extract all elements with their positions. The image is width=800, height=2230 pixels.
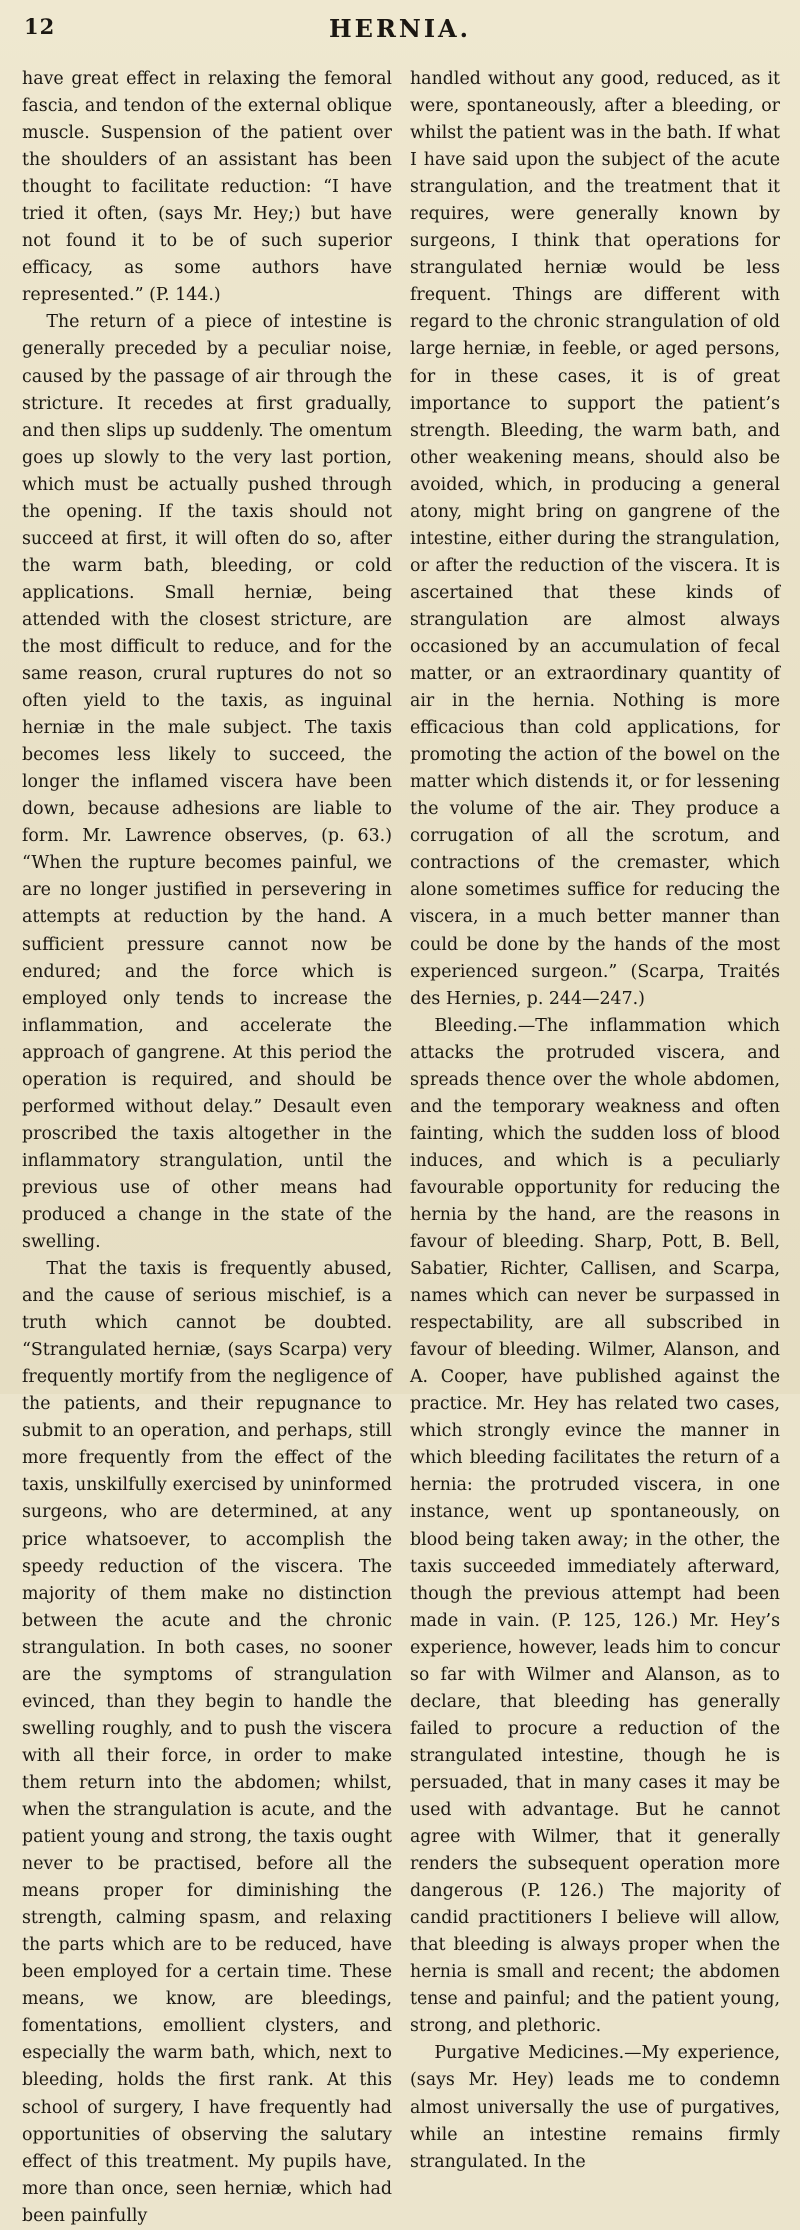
right-column xyxy=(410,66,780,2172)
running-head: HERNIA. xyxy=(328,14,472,43)
paragraph: handled without any good, reduced, as it were, spontaneously, after a bleeding, or whilst the patient was in the bath. If what I have said upon the subject of the acute strangulation, and the treatment that it requires, were generally known by surgeons, I think that operations for strangulated herniæ would be less frequent. Things are different with regard to the chronic strangulation of old large herniæ, in feeble, or aged persons, for in these cases, it is of great importance to support the patient’s strength. Bleeding, the warm bath, and other weakening means, should also be avoided, which, in producing a general atony, might bring on gangrene of the intestine, either during the strangulation, or after the reduction of the viscera. It is ascertained that these kinds of strangulation are almost always occasioned by an accumulation of fecal matter, or an extraordinary quantity of air in the hernia. Nothing is more efficacious than cold applications, for promoting the action of the bowel on the matter which distends it, or for lessening the volume of the air. They produce a corrugation of all the scrotum, and contractions of the cremaster, which alone sometimes suffice for reducing the viscera, in a much better manner than could be done by the hands of the most experienced surgeon.” (Scarpa, Traités des Hernies, p. 244—247.) xyxy=(410,69,780,1009)
page-header xyxy=(24,14,776,50)
paragraph: That the taxis is frequently abused, and the cause of serious mischief, is a truth which cannot be doubted. “Strangulated herniæ, (says Scarpa) very frequently mortify from the negligence of the patients, and their repugnance to submit to an operation, and perhaps, still more frequently from the effect of the taxis, unskilfully exercised by uninformed surgeons, who are determined, at any price whatsoever, to accomplish the speedy reduction of the viscera. The majority of them make no distinction between the acute and the chronic strangulation. In both cases, no sooner are the symptoms of strangulation evinced, than they begin to handle the swelling roughly, and to push the viscera with all their force, in order to make them return into the abdomen; whilst, when the strangulation is acute, and the patient young and strong, the taxis ought never to be practised, before all the means proper for diminishing the strength, calming spasm, and relaxing the parts which are to be reduced, have been employed for a certain time. These means, we know, are bleedings, fomentations, emollient clysters, and especially the warm bath, which, next to bleeding, holds the first rank. At this school of surgery, I have frequently had opportunities of observing the salutary effect of this treatment. My pupils have, more than once, seen herniæ, which had been painfully xyxy=(22,1259,392,2226)
left-column xyxy=(22,66,392,2226)
paragraph: The return of a piece of intestine is generally preceded by a peculiar noise, caused by the passage of air through the stricture. It recedes at first gradually, and then slips up suddenly. The omentum goes up slowly to the very last portion, which must be actually pushed through the opening. If the taxis should not succeed at first, it will often do so, after the warm bath, bleeding, or cold applications. Small herniæ, being attended with the closest stricture, are the most difficult to reduce, and for the same reason, crural ruptures do not so often yield to the taxis, as inguinal herniæ in the male subject. The taxis becomes less likely to succeed, the longer the inflamed viscera have been down, because adhesions are liable to form. Mr. Lawrence observes, (p. 63.) “When the rupture becomes painful, we are no longer justified in persevering in attempts at reduction by the hand. A sufficient pressure cannot now be endured; and the force which is employed only tends to increase the inflammation, and accelerate the approach of gangrene. At this period the operation is required, and should be performed without delay.” Desault even proscribed the taxis altogether in the inflammatory strangulation, until the previous use of other means had produced a change in the state of the swelling. xyxy=(22,312,392,1253)
page-number: 12 xyxy=(24,14,56,39)
paragraph: Purgative Medicines.—My experience, (says Mr. Hey) leads me to condemn almost universally the use of purgatives, while an intestine remains firmly strangulated. In the xyxy=(410,2043,780,2172)
paragraph: Bleeding.—The inflammation which attacks the protruded viscera, and spreads thence over the whole abdomen, and the temporary weakness and often fainting, which the sudden loss of blood induces, and which is a peculiarly favourable opportunity for reducing the hernia by the hand, are the reasons in favour of bleeding. Sharp, Pott, B. Bell, Sabatier, Richter, Callisen, and Scarpa, names which can never be surpassed in respectability, are all subscribed in favour of bleeding. Wilmer, Alanson, and A. Cooper, have published against the practice. Mr. Hey has related two cases, which strongly evince the manner in which bleeding facilitates the return of a hernia: the protruded viscera, in one instance, went up spontaneously, on blood being taken away; in the other, the taxis succeeded immediately afterward, though the previous attempt had been made in vain. (P. 125, 126.) Mr. Hey’s experience, however, leads him to concur so far with Wilmer and Alanson, as to declare, that bleeding has generally failed to procure a reduction of the strangulated intestine, though he is persuaded, that in many cases it may be used with advantage. But he cannot agree with Wilmer, that it generally renders the subsequent operation more dangerous (P. 126.) The majority of candid practitioners I believe will allow, that bleeding is always proper when the hernia is small and recent; the abdomen tense and painful; and the patient young, strong, and plethoric. xyxy=(410,1015,780,2037)
paragraph: have great effect in relaxing the femoral fascia, and tendon of the external oblique muscle. Suspension of the patient over the shoulders of an assistant has been thought to facilitate reduction: “I have tried it often, (says Mr. Hey;) but have not found it to be of such superior efficacy, as some authors have represented.” (P. 144.) xyxy=(22,69,392,306)
